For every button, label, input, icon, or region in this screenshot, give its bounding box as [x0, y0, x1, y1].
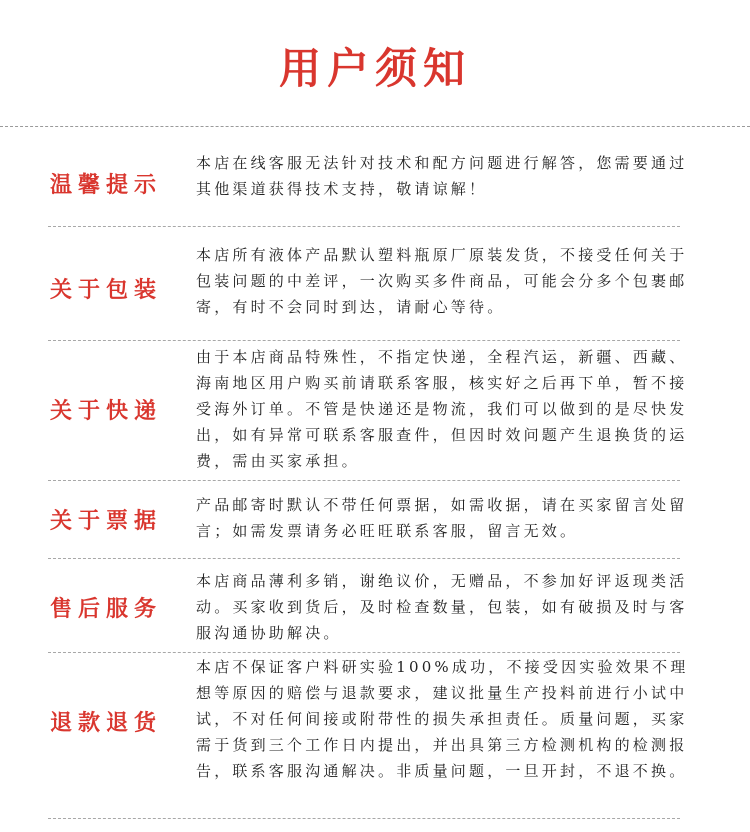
section-divider	[48, 340, 680, 341]
section-text: 产品邮寄时默认不带任何票据，如需收据，请在买家留言处留言；如需发票请务必旺旺联系客服，留言无效。	[196, 496, 688, 540]
section-text: 本店商品薄利多销，谢绝议价，无赠品，不参加好评返现类活动。买家收到货后，及时检查数量，包装，如有破损及时与客服沟通协助解决。	[196, 572, 688, 642]
section-text: 本店在线客服无法针对技术和配方问题进行解答，您需要通过其他渠道获得技术支持，敬请谅解！	[196, 154, 688, 198]
section-divider	[48, 558, 680, 559]
section-label: 退款退货	[50, 711, 163, 736]
title-divider	[0, 126, 750, 127]
section-label: 售后服务	[50, 597, 163, 622]
section-label: 温馨提示	[50, 173, 163, 198]
section-text: 由于本店商品特殊性，不指定快递，全程汽运，新疆、西藏、海南地区用户购买前请联系客服，核实好之后再下单，暂不接受海外订单。不管是快递还是物流，我们可以做到的是尽快发出，如有异常可联系客服查件，但因时效问题产生退换货的运费，需由买家承担。	[196, 348, 688, 470]
section-divider	[48, 818, 680, 819]
section-label: 关于快递	[50, 399, 163, 424]
section-label: 关于票据	[50, 509, 163, 534]
section-text: 本店所有液体产品默认塑料瓶原厂原装发货，不接受任何关于包装问题的中差评，一次购买多件商品，可能会分多个包裹邮寄，有时不会同时到达，请耐心等待。	[196, 246, 688, 316]
section-label: 关于包装	[50, 278, 163, 303]
section-divider	[48, 652, 680, 653]
section-text: 本店不保证客户料研实验100%成功，不接受因实验效果不理想等原因的赔偿与退款要求，建议批量生产投料前进行小试中试，不对任何间接或附带性的损失承担责任。质量问题，买家需于货到三个工作日内提出，并出具第三方检测机构的检测报告，联系客服沟通解决。非质量问题，一旦开封，不退不换。	[196, 658, 689, 780]
page-title: 用户须知	[278, 44, 471, 93]
section-divider	[48, 226, 680, 227]
section-divider	[48, 480, 680, 481]
